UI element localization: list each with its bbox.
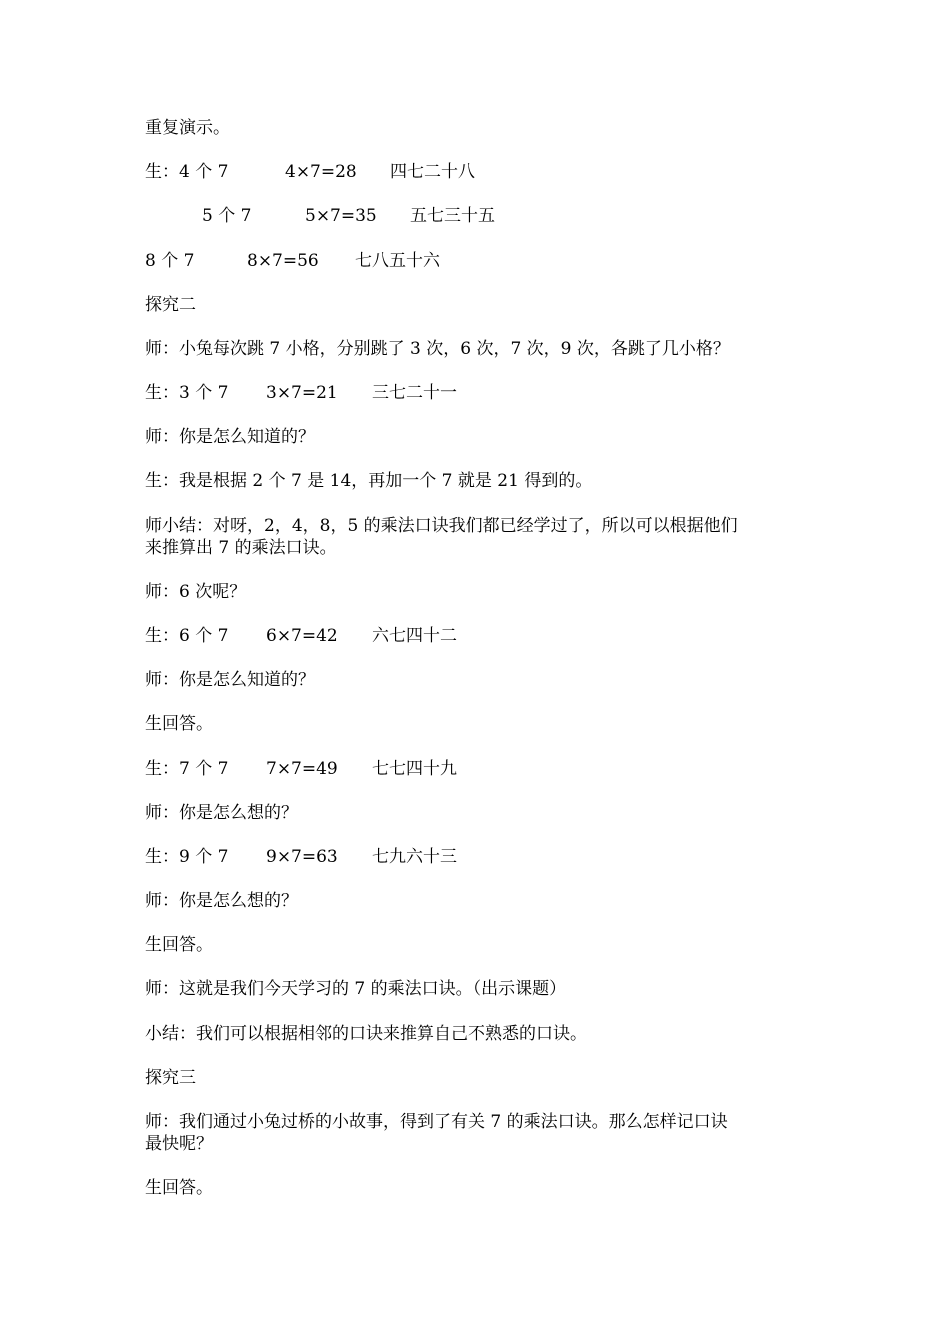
row-rhyme: 六七四十二 (372, 626, 457, 646)
paragraph: 师：你是怎么想的？ (145, 803, 298, 823)
row-count: 8 个 7 (145, 251, 195, 271)
row-equation: 9×7=63 (266, 847, 338, 867)
row-equation: 5×7=35 (305, 206, 377, 226)
paragraph: 生回答。 (145, 1178, 213, 1198)
row-equation: 4×7=28 (285, 162, 357, 182)
row-equation: 6×7=42 (266, 626, 338, 646)
row-equation: 3×7=21 (266, 383, 338, 403)
row-count: 生：7 个 7 (145, 759, 229, 779)
paragraph: 重复演示。 (145, 118, 230, 138)
row-rhyme: 五七三十五 (410, 206, 495, 226)
paragraph: 最快呢？ (145, 1134, 213, 1154)
row-count: 5 个 7 (202, 206, 252, 226)
row-rhyme: 七八五十六 (355, 251, 440, 271)
section-heading: 探究二 (145, 295, 196, 315)
paragraph: 来推算出 7 的乘法口诀。 (145, 538, 337, 558)
paragraph: 生回答。 (145, 714, 213, 734)
paragraph: 师：6 次呢？ (145, 582, 247, 602)
row-count: 生：9 个 7 (145, 847, 229, 867)
row-rhyme: 七九六十三 (372, 847, 457, 867)
paragraph: 生回答。 (145, 935, 213, 955)
paragraph: 师：你是怎么知道的？ (145, 670, 315, 690)
row-count: 生：4 个 7 (145, 162, 229, 182)
paragraph: 师：这就是我们今天学习的 7 的乘法口诀。（出示课题） (145, 979, 567, 999)
row-rhyme: 七七四十九 (372, 759, 457, 779)
row-count: 生：6 个 7 (145, 626, 229, 646)
paragraph: 师：你是怎么知道的？ (145, 427, 315, 447)
paragraph: 师：你是怎么想的？ (145, 891, 298, 911)
row-rhyme: 三七二十一 (372, 383, 457, 403)
row-rhyme: 四七二十八 (390, 162, 475, 182)
paragraph: 师：小兔每次跳 7 小格，分别跳了 3 次，6 次，7 次，9 次，各跳了几小格？ (145, 339, 730, 359)
paragraph: 师：我们通过小兔过桥的小故事，得到了有关 7 的乘法口诀。那么怎样记口诀 (145, 1112, 728, 1132)
paragraph: 小结：我们可以根据相邻的口诀来推算自己不熟悉的口诀。 (145, 1024, 587, 1044)
row-equation: 8×7=56 (247, 251, 319, 271)
row-equation: 7×7=49 (266, 759, 338, 779)
row-count: 生：3 个 7 (145, 383, 229, 403)
section-heading: 探究三 (145, 1068, 196, 1088)
paragraph: 生：我是根据 2 个 7 是 14，再加一个 7 就是 21 得到的。 (145, 471, 593, 491)
paragraph: 师小结：对呀，2，4，8，5 的乘法口诀我们都已经学过了，所以可以根据他们 (145, 516, 738, 536)
